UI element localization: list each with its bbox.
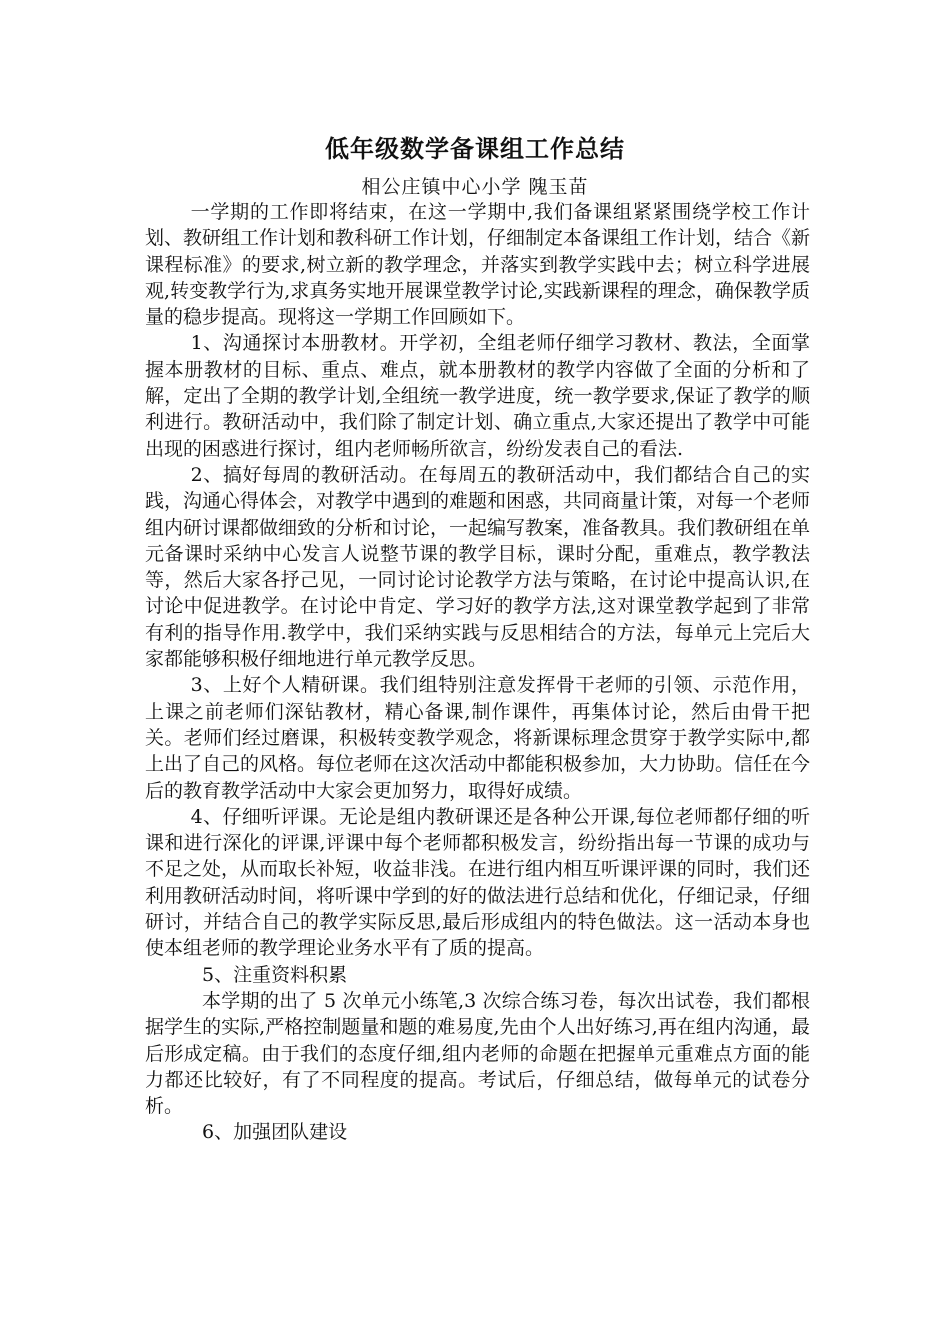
- heading-section-6: 6、加强团队建设: [202, 1121, 348, 1144]
- paragraph-section-4: 4、仔细听评课。无论是组内教研课还是各种公开课,每位老师都仔细的听课和进行深化的评课,评课中每个老师都积极发言，纷纷指出每一节课的成功与不足之处，从而取长补短，收益非浅。在进行组内相互听课评课的同时，我们还利用教研活动时间，将听课中学到的好的做法进行总结和优化，仔细记录，仔细研讨，并结合自己的教学实际反思,最后形成组内的特色做法。这一活动本身也使本组老师的教学理论业务水平有了质的提高。: [145, 805, 811, 960]
- heading-section-5: 5、注重资料积累: [202, 963, 348, 986]
- author-line: 相公庄镇中心小学 隗玉苗: [361, 176, 589, 198]
- paragraph-section-1: 1、沟通探讨本册教材。开学初，全组老师仔细学习教材、教法，全面掌握本册教材的目标、重点、难点，就本册教材的教学内容做了全面的分析和了解，定出了全期的教学计划,全组统一教学进度，统一教学要求,保证了教学的顺利进行。教研活动中，我们除了制定计划、确立重点,大家还提出了教学中可能出现的困惑进行探讨，组内老师畅所欲言，纷纷发表自己的看法.: [145, 332, 810, 460]
- paragraph-intro: 一学期的工作即将结束，在这一学期中,我们备课组紧紧围绕学校工作计划、教研组工作计划和教科研工作计划，仔细制定本备课组工作计划，结合《新课程标准》的要求,树立新的教学理念，并落实到教学实践中去；树立科学进展观,转变教学行为,求真务实地开展课堂教学讨论,实践新课程的理念，确保教学质量的稳步提高。现将这一学期工作回顾如下。: [145, 201, 811, 329]
- paragraph-section-3: 3、上好个人精研课。我们组特别注意发挥骨干老师的引领、示范作用，上课之前老师们深钻教材，精心备课,制作课件，再集体讨论，然后由骨干把关。老师们经过磨课，积极转变教学观念，将新课标理念贯穿于教学实际中,都上出了自己的风格。每位老师在这次活动中都能积极参加，大力协助。信任在今后的教育教学活动中大家会更加努力，取得好成绩。: [145, 674, 811, 802]
- document-title: 低年级数学备课组工作总结: [325, 135, 625, 163]
- paragraph-section-2: 2、搞好每周的教研活动。在每周五的教研活动中，我们都结合自己的实践，沟通心得体会，对教学中遇到的难题和困惑，共同商量计策，对每一个老师组内研讨课都做细致的分析和讨论，一起编写教案，准备教具。我们教研组在单元备课时采纳中心发言人说整节课的教学目标，课时分配，重难点，教学教法等，然后大家各抒己见，一同讨论讨论教学方法与策略，在讨论中提高认识,在讨论中促进教学。在讨论中肯定、学习好的教学方法,这对课堂教学起到了非常有利的指导作用.教学中，我们采纳实践与反思相结合的方法，每单元上完后大家都能够积极仔细地进行单元教学反思。: [145, 463, 811, 671]
- paragraph-section-5: 本学期的出了 5 次单元小练笔,3 次综合练习卷，每次出试卷，我们都根据学生的实际,严格控制题量和题的难易度,先由个人出好练习,再在组内沟通，最后形成定稿。由于我们的态度仔细,组内老师的命题在把握单元重难点方面的能力都还比较好，有了不同程度的提高。考试后，仔细总结，做每单元的试卷分析。: [145, 989, 810, 1118]
- document-body: [145, 199, 810, 1146]
